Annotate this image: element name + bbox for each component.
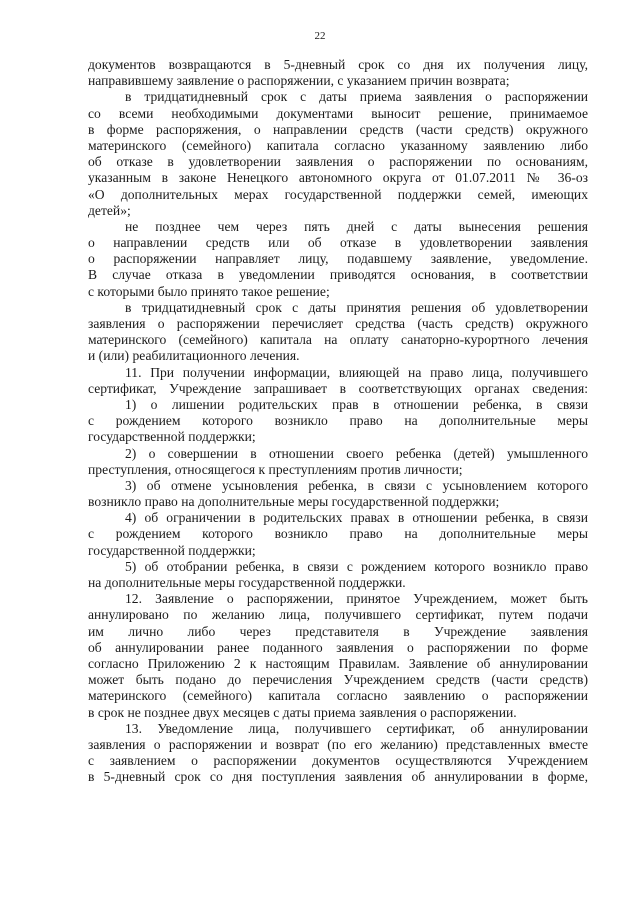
text-line: материнского (семейного) капитала согласно заявлению о распоряжении bbox=[88, 688, 588, 704]
text-line: в тридцатидневный срок с даты принятия решения об удовлетворении bbox=[125, 299, 588, 315]
text-line: об аннулировании ранее поданного заявления о распоряжении по форме bbox=[88, 639, 588, 655]
text-line: о направлении средств или об отказе в удовлетворении заявления bbox=[88, 235, 588, 251]
text-line: направившему заявление о распоряжении, с указанием причин возврата; bbox=[88, 73, 510, 89]
text-line: на дополнительные меры государственной поддержки. bbox=[88, 575, 406, 590]
text-line: государственной поддержки; bbox=[88, 429, 256, 445]
text-line: об отказе в удовлетворении заявления о распоряжении по основаниям, bbox=[88, 154, 588, 170]
text-line: 5) об отобрании ребенка, в связи с рождением которого возникло право bbox=[125, 558, 588, 574]
text-line: сертификат, Учреждение запрашивает в соответствующих органах сведения: bbox=[88, 380, 588, 396]
text-line: заявления о распоряжении и возврат (по его желанию) представленных вместе bbox=[88, 736, 588, 752]
page-number: 22 bbox=[314, 30, 326, 42]
text-line: 3) об отмене усыновления ребенка, в связи с усыновлением которого bbox=[125, 477, 588, 493]
text-line: 13. Уведомление лица, получившего сертификат, об аннулировании bbox=[125, 720, 588, 736]
text-line: 4) об ограничении в родительских правах в отношении ребенка, в связи bbox=[125, 510, 588, 526]
text-line: с рождением которого возникло право на дополнительные меры bbox=[88, 526, 588, 542]
text-line: «О дополнительных мерах государственной поддержки семей, имеющих bbox=[88, 186, 588, 202]
text-line: в форме распоряжения, о направлении средств (части средств) окружного bbox=[88, 121, 588, 137]
text-line: и (или) реабилитационного лечения. bbox=[88, 348, 300, 364]
text-line: с которыми было принято такое решение; bbox=[88, 283, 330, 299]
text-line: со всеми необходимыми документами выносит решение, принимаемое bbox=[88, 105, 588, 121]
text-line: государственной поддержки; bbox=[88, 542, 256, 558]
text-line: указанным в законе Ненецкого автономного округа от 01.07.2011 № 36-оз bbox=[88, 170, 588, 186]
text-line: в 5-дневный срок со дня поступления заявления об аннулировании в форме, bbox=[88, 769, 588, 785]
text-line: может быть подано до перечисления Учреждением средств (части средств) bbox=[88, 672, 588, 688]
text-line: согласно Приложению 2 к настоящим Правилам. Заявление об аннулировании bbox=[88, 655, 588, 671]
text-line: заявления о распоряжении перечисляет средства (часть средств) окружного bbox=[88, 316, 588, 331]
document-body bbox=[88, 57, 588, 785]
text-line: в тридцатидневный срок с даты приема заявления о распоряжении bbox=[125, 89, 588, 105]
text-line: не позднее чем через пять дней с даты вынесения решения bbox=[125, 218, 588, 234]
text-line: с рождением которого возникло право на дополнительные меры bbox=[88, 413, 588, 429]
text-line: в срок не позднее двух месяцев с даты приема заявления о распоряжении. bbox=[88, 704, 517, 720]
text-line: 1) о лишении родительских прав в отношении ребенка, в связи bbox=[125, 396, 588, 412]
text-line: 12. Заявление о распоряжении, принятое Учреждением, может быть bbox=[125, 591, 588, 607]
text-line: с заявлением о распоряжении документов осуществляются Учреждением bbox=[88, 753, 588, 769]
text-line: детей»; bbox=[88, 202, 131, 218]
text-line: аннулировано по желанию лица, получившего сертификат, путем подачи bbox=[88, 607, 588, 623]
text-line: документов возвращаются в 5-дневный срок со дня их получения лицу, bbox=[88, 57, 588, 72]
text-line: материнского (семейного) капитала согласно указанному заявлению либо bbox=[88, 137, 588, 153]
text-line: возникло право на дополнительные меры государственной поддержки; bbox=[88, 494, 500, 510]
text-line: о распоряжении направляет лицу, подавшему заявление, уведомление. bbox=[88, 251, 588, 267]
text-line: материнского (семейного) капитала на оплату санаторно-курортного лечения bbox=[88, 332, 588, 348]
text-line: 2) о совершении в отношении своего ребенка (детей) умышленного bbox=[125, 445, 588, 461]
text-line: 11. При получении информации, влияющей на право лица, получившего bbox=[125, 364, 588, 380]
text-line: преступления, относящегося к преступлениям против личности; bbox=[88, 461, 463, 477]
text-line: В случае отказа в уведомлении приводятся основания, в соответствии bbox=[88, 267, 588, 283]
text-line: им лично либо через представителя в Учреждение заявления bbox=[88, 623, 588, 639]
